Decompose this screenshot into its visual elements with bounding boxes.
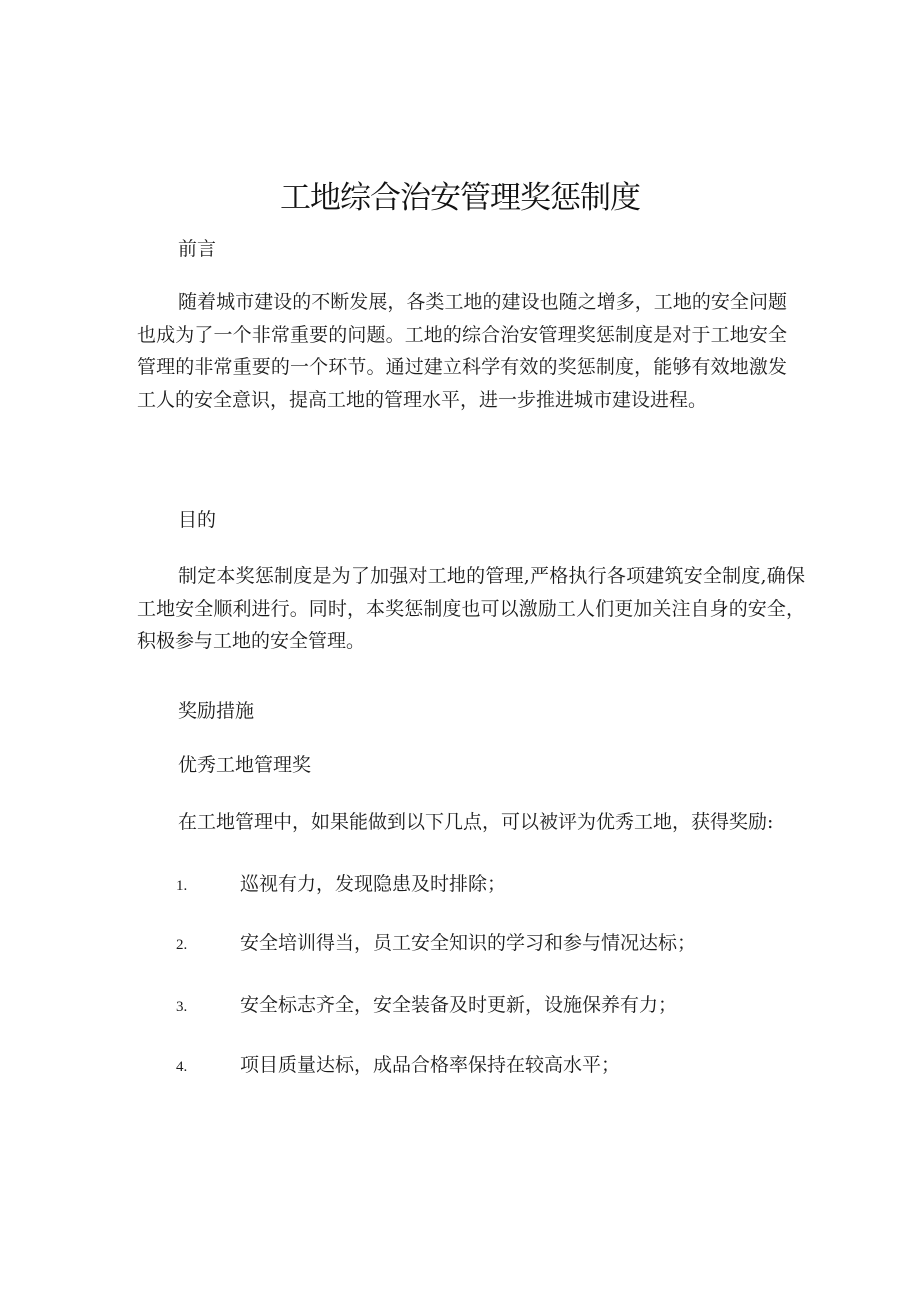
list-item-text: 项目质量达标，成品合格率保持在较高水平；	[240, 1054, 621, 1076]
document-title: 工地综合治安管理奖惩制度	[280, 180, 640, 216]
list-item	[176, 1052, 620, 1080]
list-item-text: 安全培训得当，员工安全知识的学习和参与情况达标；	[240, 932, 697, 954]
list-item-text: 安全标志齐全，安全装备及时更新，设施保养有力；	[240, 994, 678, 1016]
list-item	[176, 930, 696, 958]
list-item	[176, 992, 677, 1020]
list-item-number: 3.	[176, 999, 188, 1015]
subsection-heading-award: 优秀工地管理奖	[178, 754, 312, 776]
list-item-number: 2.	[176, 937, 188, 953]
list-item-number: 4.	[176, 1059, 188, 1075]
purpose-paragraph: 制定本奖惩制度是为了加强对工地的管理,严格执行各项建筑安全制度,确保工地安全顺利进行。同时，本奖惩制度也可以激励工人们更加关注自身的安全，积极参与工地的安全管理。	[137, 565, 805, 652]
award-intro: 在工地管理中，如果能做到以下几点，可以被评为优秀工地，获得奖励:	[178, 811, 774, 833]
preface-paragraph: 随着城市建设的不断发展，各类工地的建设也随之增多，工地的安全问题也成为了一个非常重要的问题。工地的综合治安管理奖惩制度是对于工地安全管理的非常重要的一个环节。通过建立科学有效的奖惩制度，能够有效地激发工人的安全意识，提高工地的管理水平，进一步推进城市建设进程。	[137, 291, 787, 411]
list-item-number: 1.	[176, 878, 188, 894]
section-heading-purpose: 目的	[178, 509, 217, 531]
section-heading-rewards: 奖励措施	[178, 700, 255, 722]
list-item-text: 巡视有力，发现隐患及时排除；	[240, 873, 507, 895]
section-heading-preface: 前言	[178, 238, 217, 260]
list-item	[176, 871, 506, 899]
